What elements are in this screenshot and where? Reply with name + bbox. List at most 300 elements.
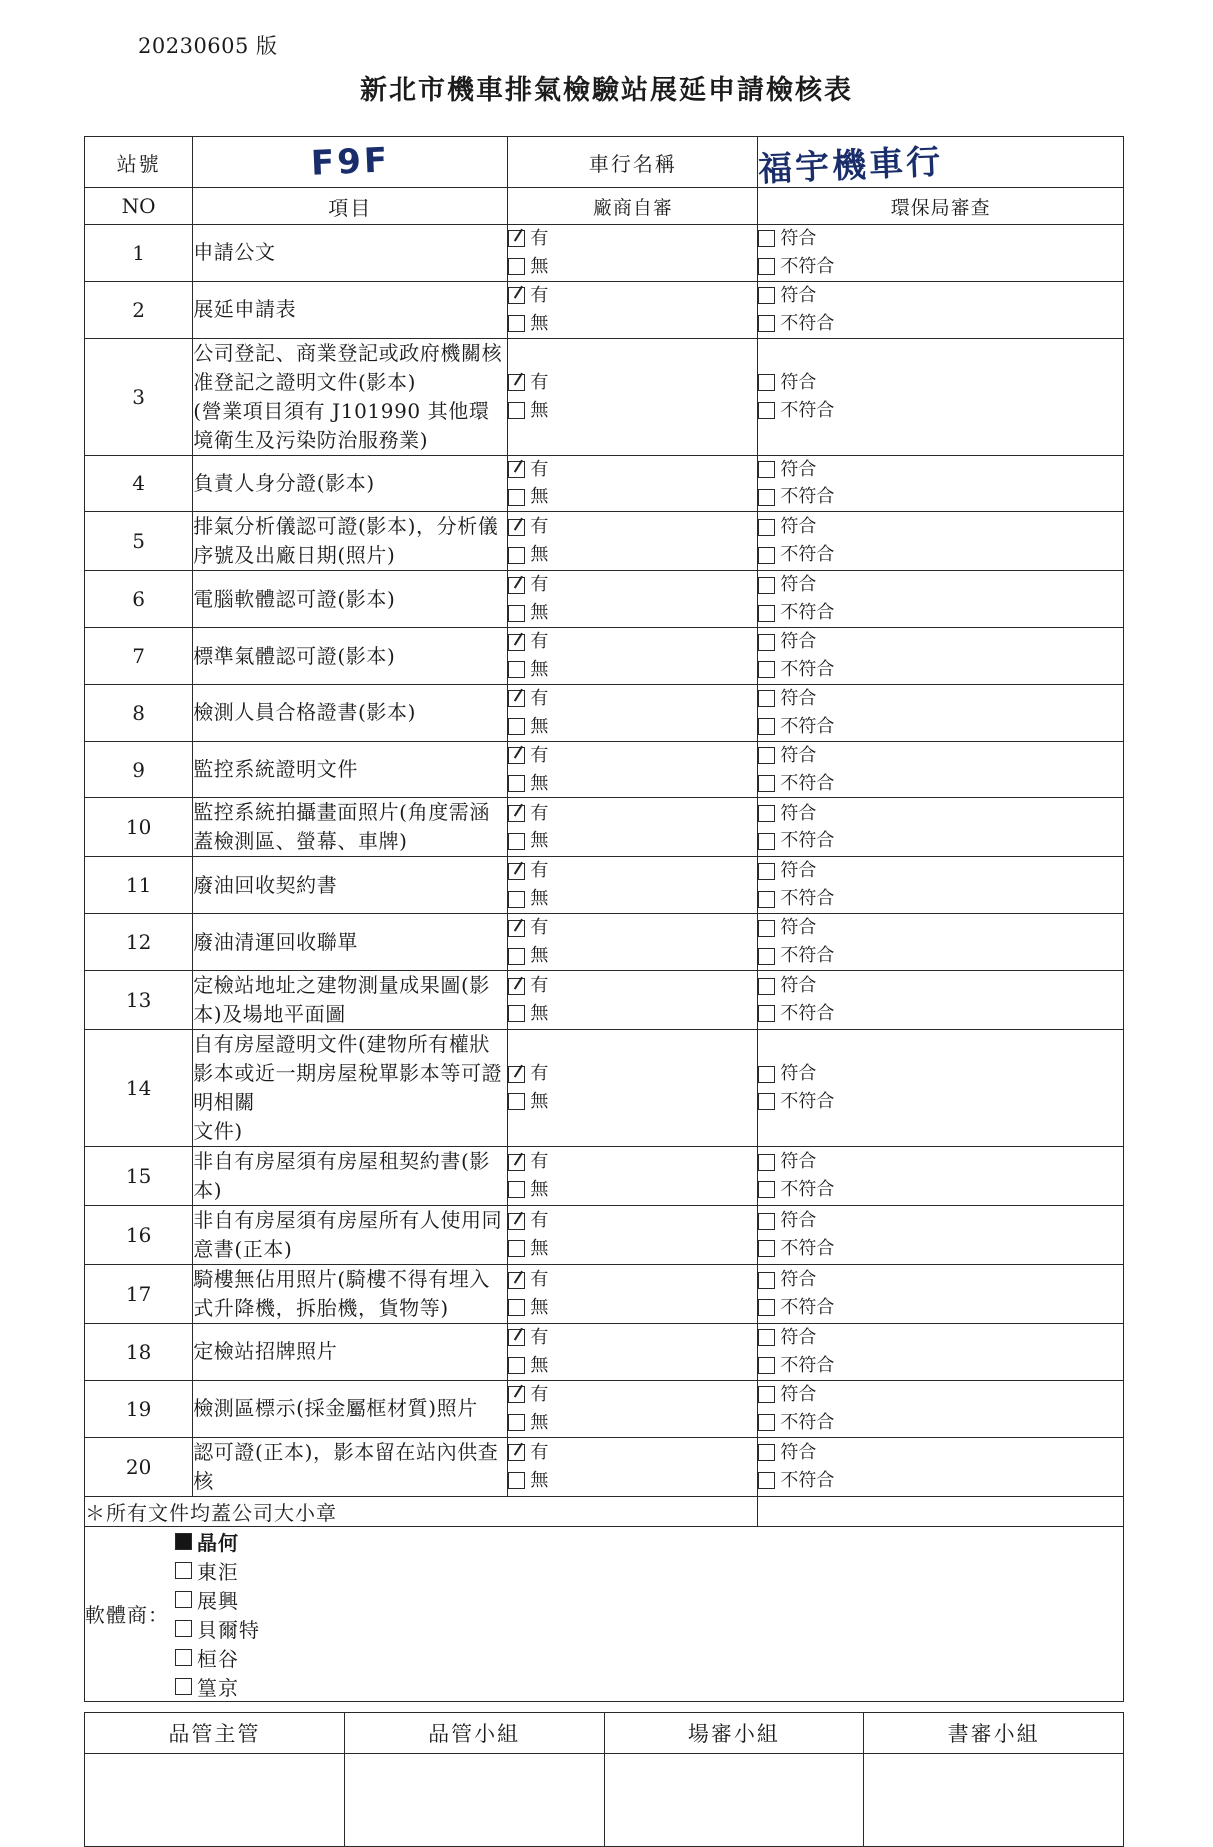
self-review-no-label: 無 xyxy=(530,1411,549,1433)
software-option-checkbox[interactable] xyxy=(175,1620,192,1637)
gov-review-cell xyxy=(758,1380,1124,1437)
self-review-no-checkbox[interactable] xyxy=(508,1414,525,1431)
gov-review-fail-checkbox[interactable] xyxy=(758,1005,775,1022)
row-number: 20 xyxy=(85,1437,193,1496)
self-review-no-checkbox[interactable] xyxy=(508,605,525,622)
self-review-no-checkbox[interactable] xyxy=(508,948,525,965)
self-review-yes-label: 有 xyxy=(530,516,549,538)
self-review-no-label: 無 xyxy=(530,544,549,566)
gov-review-pass-checkbox[interactable] xyxy=(758,287,775,304)
station-number-handwriting: F9F xyxy=(309,140,391,184)
row-number: 6 xyxy=(85,571,193,628)
row-item-text xyxy=(193,971,508,1030)
footnote-row xyxy=(85,1496,1124,1526)
self-review-no-checkbox[interactable] xyxy=(508,1093,525,1110)
gov-review-cell xyxy=(758,512,1124,571)
row-number: 16 xyxy=(85,1206,193,1265)
gov-review-pass-checkbox[interactable] xyxy=(758,920,775,937)
table-row xyxy=(85,914,1124,971)
self-review-yes-label: 有 xyxy=(530,458,549,480)
gov-review-fail-label: 不符合 xyxy=(780,1297,835,1319)
self-review-no-label: 無 xyxy=(530,486,549,508)
self-review-yes-label: 有 xyxy=(530,1151,549,1173)
gov-review-fail-checkbox[interactable] xyxy=(758,718,775,735)
row-item-line1: 定檢站招牌照片 xyxy=(193,1339,338,1364)
self-review-yes-checkbox[interactable] xyxy=(508,1272,525,1289)
self-review-no-checkbox[interactable] xyxy=(508,1357,525,1374)
software-option-checkbox[interactable] xyxy=(175,1562,192,1579)
gov-review-cell xyxy=(758,571,1124,628)
gov-review-cell xyxy=(758,338,1124,455)
table-row xyxy=(85,1206,1124,1265)
gov-review-cell xyxy=(758,914,1124,971)
station-number-value[interactable] xyxy=(193,137,508,188)
self-review-yes-label: 有 xyxy=(530,228,549,249)
self-review-yes-checkbox[interactable] xyxy=(508,920,525,937)
gov-review-fail-checkbox[interactable] xyxy=(758,661,775,678)
table-row xyxy=(85,798,1124,857)
row-number: 4 xyxy=(85,455,193,512)
column-header-no: NO xyxy=(85,188,193,225)
self-review-cell xyxy=(508,684,758,741)
row-number: 7 xyxy=(85,628,193,685)
table-row xyxy=(85,1380,1124,1437)
row-number: 10 xyxy=(85,798,193,857)
self-review-yes-label: 有 xyxy=(530,975,549,997)
gov-review-pass-label: 符合 xyxy=(780,860,817,882)
gov-review-fail-label: 不符合 xyxy=(780,312,835,334)
gov-review-cell xyxy=(758,857,1124,914)
footnote-blank-cell xyxy=(758,1496,1124,1526)
gov-review-fail-label: 不符合 xyxy=(780,399,835,421)
gov-review-cell xyxy=(758,798,1124,857)
row-item-line1: 認可證(正本)，影本留在站內供查核 xyxy=(193,1439,499,1493)
gov-review-pass-checkbox[interactable] xyxy=(758,1066,775,1083)
gov-review-cell xyxy=(758,455,1124,512)
gov-review-cell xyxy=(758,1206,1124,1265)
self-review-cell xyxy=(508,914,758,971)
row-item-line1: 非自有房屋須有房屋租契約書(影本) xyxy=(193,1149,490,1203)
gov-review-pass-checkbox[interactable] xyxy=(758,461,775,478)
self-review-cell xyxy=(508,512,758,571)
software-vendor-row xyxy=(85,1526,1124,1701)
row-item-line1: 排氣分析儀認可證(影本)，分析儀序號及出廠日期(照片) xyxy=(193,514,499,568)
row-item-line1: 檢測區標示(採金屬框材質)照片 xyxy=(193,1396,478,1421)
self-review-yes-checkbox[interactable] xyxy=(508,1386,525,1403)
signature-header-1: 品管小組 xyxy=(344,1713,604,1754)
gov-review-cell xyxy=(758,1437,1124,1496)
row-number: 1 xyxy=(85,225,193,282)
gov-review-pass-label: 符合 xyxy=(780,802,817,824)
self-review-no-label: 無 xyxy=(530,945,549,967)
self-review-yes-label: 有 xyxy=(530,1441,549,1463)
software-option-label: 東洰 xyxy=(197,1559,239,1584)
gov-review-fail-label: 不符合 xyxy=(780,1411,835,1433)
gov-review-fail-label: 不符合 xyxy=(780,486,835,508)
gov-review-fail-checkbox[interactable] xyxy=(758,1240,775,1257)
gov-review-pass-label: 符合 xyxy=(780,1327,817,1349)
table-row xyxy=(85,741,1124,798)
shop-name-handwriting: 福宇機車行 xyxy=(757,141,945,190)
self-review-no-checkbox[interactable] xyxy=(508,1299,525,1316)
gov-review-fail-checkbox[interactable] xyxy=(758,605,775,622)
self-review-yes-checkbox[interactable] xyxy=(508,747,525,764)
row-item-line1: 標準氣體認可證(影本) xyxy=(193,643,396,668)
column-header-gov-review: 環保局審查 xyxy=(758,188,1124,225)
software-vendor-label: 軟體商： xyxy=(85,1603,169,1628)
gov-review-pass-label: 符合 xyxy=(780,1151,817,1173)
gov-review-cell xyxy=(758,1265,1124,1324)
self-review-no-checkbox[interactable] xyxy=(508,1240,525,1257)
self-review-no-label: 無 xyxy=(530,1238,549,1260)
gov-review-fail-label: 不符合 xyxy=(780,544,835,566)
self-review-cell xyxy=(508,741,758,798)
self-review-yes-label: 有 xyxy=(530,687,549,709)
row-item-line1: 負責人身分證(影本) xyxy=(193,470,375,495)
gov-review-cell xyxy=(758,684,1124,741)
gov-review-fail-checkbox[interactable] xyxy=(758,1357,775,1374)
gov-review-pass-label: 符合 xyxy=(780,1063,817,1085)
row-number: 13 xyxy=(85,971,193,1030)
row-item-text xyxy=(193,684,508,741)
row-number: 14 xyxy=(85,1030,193,1147)
row-number: 17 xyxy=(85,1265,193,1324)
row-item-text xyxy=(193,798,508,857)
table-row xyxy=(85,1265,1124,1324)
gov-review-fail-label: 不符合 xyxy=(780,659,835,681)
signature-header-row xyxy=(85,1713,1124,1754)
row-item-text xyxy=(193,1147,508,1206)
software-option-label: 篁京 xyxy=(197,1675,239,1700)
gov-review-fail-checkbox[interactable] xyxy=(758,315,775,332)
gov-review-fail-checkbox[interactable] xyxy=(758,891,775,908)
table-row xyxy=(85,281,1124,338)
self-review-no-label: 無 xyxy=(530,602,549,624)
gov-review-fail-label: 不符合 xyxy=(780,1003,835,1025)
gov-review-pass-label: 符合 xyxy=(780,228,817,249)
gov-review-cell xyxy=(758,741,1124,798)
row-item-line1: 非自有房屋須有房屋所有人使用同意書(正本) xyxy=(193,1208,503,1262)
self-review-no-label: 無 xyxy=(530,399,549,421)
software-option[interactable] xyxy=(175,1672,260,1701)
row-item-line1: 監控系統拍攝畫面照片(角度需涵蓋檢測區、螢幕、車牌) xyxy=(193,800,490,854)
self-review-yes-label: 有 xyxy=(530,1269,549,1291)
signature-box-2[interactable] xyxy=(604,1754,864,1847)
software-option-checkbox[interactable] xyxy=(175,1649,192,1666)
self-review-no-checkbox[interactable] xyxy=(508,775,525,792)
self-review-no-label: 無 xyxy=(530,312,549,334)
gov-review-pass-checkbox[interactable] xyxy=(758,1329,775,1346)
self-review-no-label: 無 xyxy=(530,659,549,681)
self-review-no-label: 無 xyxy=(530,1297,549,1319)
gov-review-fail-label: 不符合 xyxy=(780,1354,835,1376)
row-number: 15 xyxy=(85,1147,193,1206)
gov-review-pass-label: 符合 xyxy=(780,1210,817,1232)
self-review-yes-checkbox[interactable] xyxy=(508,1213,525,1230)
gov-review-fail-label: 不符合 xyxy=(780,255,835,277)
gov-review-pass-checkbox[interactable] xyxy=(758,747,775,764)
gov-review-fail-label: 不符合 xyxy=(780,772,835,794)
self-review-cell xyxy=(508,628,758,685)
gov-review-pass-checkbox[interactable] xyxy=(758,1386,775,1403)
self-review-no-checkbox[interactable] xyxy=(508,489,525,506)
self-review-cell xyxy=(508,338,758,455)
table-row xyxy=(85,1147,1124,1206)
column-header-self-review: 廠商自審 xyxy=(508,188,758,225)
self-review-yes-checkbox[interactable] xyxy=(508,374,525,391)
gov-review-fail-checkbox[interactable] xyxy=(758,1299,775,1316)
row-item-text xyxy=(193,1437,508,1496)
gov-review-pass-checkbox[interactable] xyxy=(758,978,775,995)
self-review-yes-checkbox[interactable] xyxy=(508,230,525,247)
self-review-no-label: 無 xyxy=(530,1354,549,1376)
self-review-cell xyxy=(508,281,758,338)
gov-review-fail-checkbox[interactable] xyxy=(758,1093,775,1110)
signature-box-3[interactable] xyxy=(864,1754,1124,1847)
software-option[interactable] xyxy=(175,1585,260,1614)
gov-review-pass-checkbox[interactable] xyxy=(758,805,775,822)
software-option[interactable] xyxy=(175,1614,260,1643)
self-review-yes-label: 有 xyxy=(530,917,549,939)
self-review-yes-checkbox[interactable] xyxy=(508,634,525,651)
row-item-line1: 自有房屋證明文件(建物所有權狀影本或近一期房屋稅單影本等可證明相關 xyxy=(193,1032,503,1115)
self-review-yes-label: 有 xyxy=(530,1063,549,1085)
gov-review-fail-checkbox[interactable] xyxy=(758,833,775,850)
self-review-no-label: 無 xyxy=(530,888,549,910)
self-review-no-label: 無 xyxy=(530,715,549,737)
checklist-table xyxy=(84,136,1124,1702)
row-item-line1: 廢油回收契約書 xyxy=(193,872,338,897)
self-review-yes-checkbox[interactable] xyxy=(508,519,525,536)
row-item-text xyxy=(193,455,508,512)
self-review-yes-checkbox[interactable] xyxy=(508,1444,525,1461)
signature-body-row xyxy=(85,1754,1124,1847)
self-review-yes-label: 有 xyxy=(530,1210,549,1232)
gov-review-fail-label: 不符合 xyxy=(780,1469,835,1491)
signature-header-2: 場審小組 xyxy=(604,1713,864,1754)
self-review-no-checkbox[interactable] xyxy=(508,315,525,332)
column-header-item: 項目 xyxy=(193,188,508,225)
gov-review-fail-label: 不符合 xyxy=(780,1238,835,1260)
row-item-text xyxy=(193,512,508,571)
signature-box-0[interactable] xyxy=(85,1754,345,1847)
gov-review-pass-checkbox[interactable] xyxy=(758,577,775,594)
gov-review-pass-label: 符合 xyxy=(780,1269,817,1291)
self-review-no-label: 無 xyxy=(530,1469,549,1491)
row-number: 5 xyxy=(85,512,193,571)
signature-header-3: 書審小組 xyxy=(864,1713,1124,1754)
table-row xyxy=(85,1030,1124,1147)
self-review-yes-checkbox[interactable] xyxy=(508,690,525,707)
row-item-text xyxy=(193,338,508,455)
row-number: 18 xyxy=(85,1324,193,1381)
gov-review-fail-label: 不符合 xyxy=(780,715,835,737)
gov-review-pass-checkbox[interactable] xyxy=(758,1213,775,1230)
gov-review-cell xyxy=(758,225,1124,282)
self-review-yes-checkbox[interactable] xyxy=(508,461,525,478)
gov-review-pass-label: 符合 xyxy=(780,284,817,306)
self-review-cell xyxy=(508,798,758,857)
self-review-no-label: 無 xyxy=(530,1091,549,1113)
gov-review-pass-checkbox[interactable] xyxy=(758,230,775,247)
self-review-no-checkbox[interactable] xyxy=(508,833,525,850)
gov-review-pass-checkbox[interactable] xyxy=(758,1444,775,1461)
self-review-no-checkbox[interactable] xyxy=(508,258,525,275)
gov-review-pass-label: 符合 xyxy=(780,687,817,709)
row-item-line1: 申請公文 xyxy=(193,240,276,265)
software-option-label: 桓谷 xyxy=(197,1646,239,1671)
software-vendor-cell xyxy=(85,1526,1124,1701)
row-item-line1: 公司登記、商業登記或政府機關核准登記之證明文件(影本) xyxy=(193,340,503,394)
gov-review-cell xyxy=(758,971,1124,1030)
row-item-text xyxy=(193,1265,508,1324)
gov-review-pass-label: 符合 xyxy=(780,1441,817,1463)
row-item-text xyxy=(193,1380,508,1437)
self-review-cell xyxy=(508,455,758,512)
gov-review-fail-checkbox[interactable] xyxy=(758,1472,775,1489)
table-row xyxy=(85,1437,1124,1496)
gov-review-pass-checkbox[interactable] xyxy=(758,634,775,651)
row-item-line1: 監控系統證明文件 xyxy=(193,757,358,782)
self-review-no-checkbox[interactable] xyxy=(508,547,525,564)
gov-review-pass-label: 符合 xyxy=(780,975,817,997)
self-review-cell xyxy=(508,1147,758,1206)
self-review-no-checkbox[interactable] xyxy=(508,402,525,419)
row-item-text xyxy=(193,281,508,338)
self-review-yes-checkbox[interactable] xyxy=(508,805,525,822)
self-review-yes-label: 有 xyxy=(530,1327,549,1349)
gov-review-pass-label: 符合 xyxy=(780,631,817,653)
row-number: 19 xyxy=(85,1380,193,1437)
row-item-text xyxy=(193,741,508,798)
gov-review-fail-checkbox[interactable] xyxy=(758,489,775,506)
software-option-checkbox[interactable] xyxy=(175,1678,192,1695)
self-review-no-checkbox[interactable] xyxy=(508,1181,525,1198)
gov-review-fail-label: 不符合 xyxy=(780,830,835,852)
gov-review-pass-checkbox[interactable] xyxy=(758,374,775,391)
self-review-yes-label: 有 xyxy=(530,802,549,824)
table-row xyxy=(85,571,1124,628)
gov-review-pass-label: 符合 xyxy=(780,458,817,480)
self-review-yes-label: 有 xyxy=(530,284,549,306)
row-item-text xyxy=(193,628,508,685)
software-option-label: 貝爾特 xyxy=(197,1617,260,1642)
row-item-line1: 定檢站地址之建物測量成果圖(影本)及場地平面圖 xyxy=(193,973,490,1027)
self-review-yes-label: 有 xyxy=(530,574,549,596)
gov-review-pass-checkbox[interactable] xyxy=(758,1272,775,1289)
gov-review-fail-checkbox[interactable] xyxy=(758,775,775,792)
software-option[interactable] xyxy=(175,1556,260,1585)
table-row xyxy=(85,1324,1124,1381)
software-option-checkbox[interactable] xyxy=(175,1591,192,1608)
software-option-checkbox[interactable] xyxy=(175,1533,192,1550)
self-review-cell xyxy=(508,225,758,282)
software-option[interactable] xyxy=(175,1527,260,1556)
self-review-yes-checkbox[interactable] xyxy=(508,863,525,880)
page-title: 新北市機車排氣檢驗站展延申請檢核表 xyxy=(360,75,853,106)
shop-name-value[interactable] xyxy=(758,137,1124,188)
self-review-cell xyxy=(508,571,758,628)
gov-review-fail-checkbox[interactable] xyxy=(758,258,775,275)
self-review-no-label: 無 xyxy=(530,1003,549,1025)
software-option[interactable] xyxy=(175,1643,260,1672)
self-review-cell xyxy=(508,857,758,914)
gov-review-cell xyxy=(758,628,1124,685)
gov-review-pass-checkbox[interactable] xyxy=(758,863,775,880)
table-row xyxy=(85,628,1124,685)
table-row xyxy=(85,857,1124,914)
row-item-line2: 文件) xyxy=(193,1119,243,1144)
self-review-no-label: 無 xyxy=(530,772,549,794)
gov-review-pass-label: 符合 xyxy=(780,744,817,766)
gov-review-fail-checkbox[interactable] xyxy=(758,547,775,564)
gov-review-cell xyxy=(758,1147,1124,1206)
table-row xyxy=(85,684,1124,741)
self-review-yes-checkbox[interactable] xyxy=(508,1329,525,1346)
self-review-yes-checkbox[interactable] xyxy=(508,287,525,304)
gov-review-fail-checkbox[interactable] xyxy=(758,402,775,419)
self-review-cell xyxy=(508,1437,758,1496)
signature-table xyxy=(84,1712,1124,1847)
table-row xyxy=(85,455,1124,512)
self-review-cell xyxy=(508,971,758,1030)
table-row xyxy=(85,971,1124,1030)
gov-review-fail-checkbox[interactable] xyxy=(758,1181,775,1198)
software-option-label: 展興 xyxy=(197,1588,239,1613)
self-review-no-checkbox[interactable] xyxy=(508,891,525,908)
gov-review-fail-checkbox[interactable] xyxy=(758,1414,775,1431)
self-review-no-checkbox[interactable] xyxy=(508,1472,525,1489)
gov-review-fail-checkbox[interactable] xyxy=(758,948,775,965)
gov-review-pass-label: 符合 xyxy=(780,574,817,596)
self-review-no-checkbox[interactable] xyxy=(508,718,525,735)
gov-review-cell xyxy=(758,1030,1124,1147)
gov-review-pass-checkbox[interactable] xyxy=(758,519,775,536)
row-item-text xyxy=(193,1030,508,1147)
row-item-line1: 檢測人員合格證書(影本) xyxy=(193,700,416,725)
row-item-text xyxy=(193,857,508,914)
self-review-no-checkbox[interactable] xyxy=(508,1005,525,1022)
gov-review-cell xyxy=(758,1324,1124,1381)
self-review-yes-label: 有 xyxy=(530,371,549,393)
self-review-no-label: 無 xyxy=(530,255,549,277)
gov-review-pass-label: 符合 xyxy=(780,1383,817,1405)
self-review-yes-checkbox[interactable] xyxy=(508,577,525,594)
gov-review-pass-label: 符合 xyxy=(780,516,817,538)
gov-review-pass-checkbox[interactable] xyxy=(758,690,775,707)
self-review-yes-label: 有 xyxy=(530,744,549,766)
row-item-line2: (營業項目須有 J101990 其他環境衛生及污染防治服務業) xyxy=(193,398,490,452)
self-review-yes-checkbox[interactable] xyxy=(508,1154,525,1171)
table-row xyxy=(85,338,1124,455)
software-option-label: 晶何 xyxy=(197,1530,239,1555)
gov-review-pass-label: 符合 xyxy=(780,371,817,393)
station-number-label: 站號 xyxy=(85,137,193,188)
self-review-no-checkbox[interactable] xyxy=(508,661,525,678)
row-number: 8 xyxy=(85,684,193,741)
shop-name-label: 車行名稱 xyxy=(508,137,758,188)
station-header-row xyxy=(85,137,1124,188)
column-header-row xyxy=(85,188,1124,225)
gov-review-pass-checkbox[interactable] xyxy=(758,1154,775,1171)
version-note: 20230605 版 xyxy=(138,34,278,58)
row-item-text xyxy=(193,1206,508,1265)
self-review-yes-checkbox[interactable] xyxy=(508,1066,525,1083)
self-review-yes-checkbox[interactable] xyxy=(508,978,525,995)
signature-box-1[interactable] xyxy=(344,1754,604,1847)
row-item-line1: 騎樓無佔用照片(騎樓不得有埋入式升降機，拆胎機，貨物等) xyxy=(193,1267,490,1321)
row-item-line1: 電腦軟體認可證(影本) xyxy=(193,586,396,611)
